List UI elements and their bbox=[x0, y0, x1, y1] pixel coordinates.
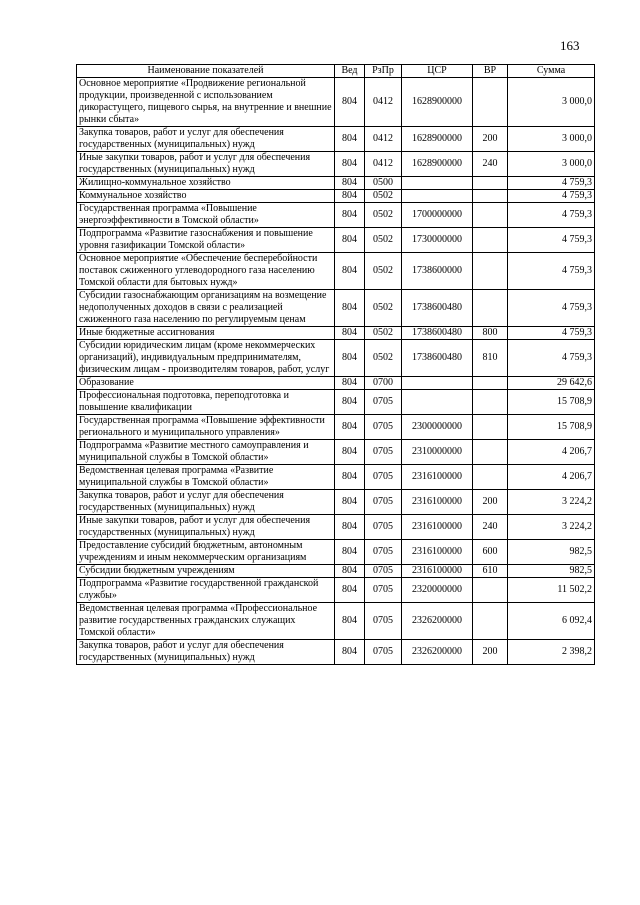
cell-rzpr: 0412 bbox=[365, 78, 402, 127]
cell-rzpr: 0502 bbox=[365, 228, 402, 253]
cell-name: Иные бюджетные ассигнования bbox=[77, 327, 335, 340]
table-row bbox=[77, 290, 595, 327]
cell-vr: 610 bbox=[473, 565, 508, 578]
table-row bbox=[77, 490, 595, 515]
cell-ved: 804 bbox=[335, 490, 365, 515]
cell-vr bbox=[473, 177, 508, 190]
header-csr: ЦСР bbox=[402, 65, 473, 78]
cell-rzpr: 0705 bbox=[365, 565, 402, 578]
cell-name: Подпрограмма «Развитие государственной гражданской службы» bbox=[77, 578, 335, 603]
cell-ved: 804 bbox=[335, 127, 365, 152]
cell-csr: 1738600000 bbox=[402, 253, 473, 290]
table-row bbox=[77, 340, 595, 377]
cell-name: Ведомственная целевая программа «Профессиональное развитие государственных гражданских служащих Томской области» bbox=[77, 603, 335, 640]
cell-vr bbox=[473, 228, 508, 253]
cell-ved: 804 bbox=[335, 415, 365, 440]
cell-ved: 804 bbox=[335, 377, 365, 390]
cell-ved: 804 bbox=[335, 540, 365, 565]
table-row bbox=[77, 377, 595, 390]
cell-name: Подпрограмма «Развитие газоснабжения и повышение уровня газификации Томской области» bbox=[77, 228, 335, 253]
cell-ved: 804 bbox=[335, 228, 365, 253]
cell-rzpr: 0705 bbox=[365, 390, 402, 415]
cell-rzpr: 0502 bbox=[365, 340, 402, 377]
cell-csr bbox=[402, 377, 473, 390]
cell-rzpr: 0705 bbox=[365, 465, 402, 490]
table-row bbox=[77, 253, 595, 290]
cell-rzpr: 0502 bbox=[365, 203, 402, 228]
cell-vr bbox=[473, 465, 508, 490]
cell-ved: 804 bbox=[335, 190, 365, 203]
table-row bbox=[77, 390, 595, 415]
cell-csr: 1730000000 bbox=[402, 228, 473, 253]
table-row bbox=[77, 540, 595, 565]
table-row bbox=[77, 203, 595, 228]
cell-vr bbox=[473, 203, 508, 228]
cell-vr bbox=[473, 440, 508, 465]
table-row bbox=[77, 127, 595, 152]
cell-csr: 2326200000 bbox=[402, 603, 473, 640]
cell-name: Иные закупки товаров, работ и услуг для обеспечения государственных (муниципальных) нужд bbox=[77, 515, 335, 540]
table-row bbox=[77, 190, 595, 203]
cell-ved: 804 bbox=[335, 340, 365, 377]
table-row bbox=[77, 515, 595, 540]
cell-rzpr: 0705 bbox=[365, 415, 402, 440]
cell-vr bbox=[473, 377, 508, 390]
cell-ved: 804 bbox=[335, 390, 365, 415]
cell-name: Государственная программа «Повышение энергоэффективности в Томской области» bbox=[77, 203, 335, 228]
cell-rzpr: 0502 bbox=[365, 190, 402, 203]
cell-rzpr: 0705 bbox=[365, 603, 402, 640]
cell-ved: 804 bbox=[335, 78, 365, 127]
table-row bbox=[77, 640, 595, 665]
cell-csr: 2316100000 bbox=[402, 490, 473, 515]
cell-name: Основное мероприятие «Обеспечение бесперебойности поставок сжиженного углеводородного газа населению Томской области для бытовых нужд» bbox=[77, 253, 335, 290]
cell-sum: 4 206,7 bbox=[508, 440, 595, 465]
header-ved: Вед bbox=[335, 65, 365, 78]
cell-rzpr: 0412 bbox=[365, 152, 402, 177]
cell-rzpr: 0412 bbox=[365, 127, 402, 152]
cell-csr: 1738600480 bbox=[402, 327, 473, 340]
cell-rzpr: 0705 bbox=[365, 640, 402, 665]
table-row bbox=[77, 578, 595, 603]
cell-name: Субсидии газоснабжающим организациям на возмещение недополученных доходов в связи с реализацией сжиженного газа населению по регулируемым ценам bbox=[77, 290, 335, 327]
cell-vr bbox=[473, 190, 508, 203]
cell-name: Иные закупки товаров, работ и услуг для обеспечения государственных (муниципальных) нужд bbox=[77, 152, 335, 177]
cell-sum: 15 708,9 bbox=[508, 415, 595, 440]
cell-rzpr: 0705 bbox=[365, 578, 402, 603]
cell-vr: 800 bbox=[473, 327, 508, 340]
cell-name: Субсидии бюджетным учреждениям bbox=[77, 565, 335, 578]
table-row bbox=[77, 152, 595, 177]
cell-sum: 3 000,0 bbox=[508, 127, 595, 152]
table-row bbox=[77, 565, 595, 578]
budget-table bbox=[76, 64, 595, 665]
cell-name: Профессиональная подготовка, переподготовка и повышение квалификации bbox=[77, 390, 335, 415]
cell-name: Предоставление субсидий бюджетным, автономным учреждениям и иным некоммерческим организациям bbox=[77, 540, 335, 565]
table-header-row bbox=[77, 65, 595, 78]
cell-ved: 804 bbox=[335, 465, 365, 490]
cell-vr bbox=[473, 603, 508, 640]
cell-csr: 2316100000 bbox=[402, 565, 473, 578]
cell-vr: 200 bbox=[473, 640, 508, 665]
cell-ved: 804 bbox=[335, 640, 365, 665]
table-row bbox=[77, 327, 595, 340]
cell-vr bbox=[473, 390, 508, 415]
table-row bbox=[77, 465, 595, 490]
header-vr: ВР bbox=[473, 65, 508, 78]
table-row bbox=[77, 440, 595, 465]
cell-ved: 804 bbox=[335, 177, 365, 190]
cell-csr: 1700000000 bbox=[402, 203, 473, 228]
cell-csr: 1738600480 bbox=[402, 340, 473, 377]
cell-vr: 240 bbox=[473, 515, 508, 540]
cell-name: Образование bbox=[77, 377, 335, 390]
cell-ved: 804 bbox=[335, 565, 365, 578]
cell-sum: 4 759,3 bbox=[508, 290, 595, 327]
cell-rzpr: 0705 bbox=[365, 440, 402, 465]
cell-sum: 4 759,3 bbox=[508, 203, 595, 228]
cell-name: Закупка товаров, работ и услуг для обеспечения государственных (муниципальных) нужд bbox=[77, 127, 335, 152]
cell-vr: 600 bbox=[473, 540, 508, 565]
cell-sum: 4 759,3 bbox=[508, 327, 595, 340]
cell-vr bbox=[473, 415, 508, 440]
cell-sum: 29 642,6 bbox=[508, 377, 595, 390]
cell-sum: 982,5 bbox=[508, 565, 595, 578]
cell-sum: 3 000,0 bbox=[508, 152, 595, 177]
cell-csr bbox=[402, 177, 473, 190]
cell-rzpr: 0705 bbox=[365, 540, 402, 565]
header-name: Наименование показателей bbox=[77, 65, 335, 78]
cell-rzpr: 0705 bbox=[365, 515, 402, 540]
cell-rzpr: 0700 bbox=[365, 377, 402, 390]
cell-sum: 2 398,2 bbox=[508, 640, 595, 665]
cell-csr: 2316100000 bbox=[402, 515, 473, 540]
cell-csr: 2300000000 bbox=[402, 415, 473, 440]
cell-sum: 982,5 bbox=[508, 540, 595, 565]
header-sum: Сумма bbox=[508, 65, 595, 78]
cell-sum: 3 224,2 bbox=[508, 490, 595, 515]
cell-csr: 1628900000 bbox=[402, 127, 473, 152]
cell-sum: 4 759,3 bbox=[508, 190, 595, 203]
table-row bbox=[77, 177, 595, 190]
cell-sum: 4 759,3 bbox=[508, 253, 595, 290]
cell-sum: 3 000,0 bbox=[508, 78, 595, 127]
cell-csr: 1628900000 bbox=[402, 152, 473, 177]
cell-csr: 2310000000 bbox=[402, 440, 473, 465]
cell-ved: 804 bbox=[335, 290, 365, 327]
cell-ved: 804 bbox=[335, 327, 365, 340]
cell-vr: 200 bbox=[473, 490, 508, 515]
cell-ved: 804 bbox=[335, 603, 365, 640]
cell-ved: 804 bbox=[335, 515, 365, 540]
page-number: 163 bbox=[560, 38, 580, 53]
cell-name: Ведомственная целевая программа «Развитие муниципальной службы в Томской области» bbox=[77, 465, 335, 490]
cell-vr: 200 bbox=[473, 127, 508, 152]
cell-csr: 2326200000 bbox=[402, 640, 473, 665]
cell-name: Закупка товаров, работ и услуг для обеспечения государственных (муниципальных) нужд bbox=[77, 490, 335, 515]
cell-rzpr: 0705 bbox=[365, 490, 402, 515]
cell-rzpr: 0500 bbox=[365, 177, 402, 190]
cell-ved: 804 bbox=[335, 152, 365, 177]
table-row bbox=[77, 78, 595, 127]
cell-vr bbox=[473, 253, 508, 290]
cell-csr: 1738600480 bbox=[402, 290, 473, 327]
cell-vr: 810 bbox=[473, 340, 508, 377]
cell-ved: 804 bbox=[335, 253, 365, 290]
cell-ved: 804 bbox=[335, 440, 365, 465]
cell-vr bbox=[473, 578, 508, 603]
cell-rzpr: 0502 bbox=[365, 253, 402, 290]
cell-name: Жилищно-коммунальное хозяйство bbox=[77, 177, 335, 190]
cell-vr bbox=[473, 290, 508, 327]
cell-csr bbox=[402, 190, 473, 203]
cell-name: Коммунальное хозяйство bbox=[77, 190, 335, 203]
cell-name: Субсидии юридическим лицам (кроме некоммерческих организаций), индивидуальным предпринимателям, физическим лицам - производителям товаров, работ, услуг bbox=[77, 340, 335, 377]
cell-ved: 804 bbox=[335, 203, 365, 228]
cell-sum: 6 092,4 bbox=[508, 603, 595, 640]
cell-csr: 2316100000 bbox=[402, 540, 473, 565]
cell-vr bbox=[473, 78, 508, 127]
cell-csr: 2316100000 bbox=[402, 465, 473, 490]
cell-csr bbox=[402, 390, 473, 415]
table-row bbox=[77, 228, 595, 253]
cell-sum: 4 759,3 bbox=[508, 177, 595, 190]
cell-rzpr: 0502 bbox=[365, 290, 402, 327]
cell-sum: 3 224,2 bbox=[508, 515, 595, 540]
cell-rzpr: 0502 bbox=[365, 327, 402, 340]
table-row bbox=[77, 415, 595, 440]
cell-sum: 15 708,9 bbox=[508, 390, 595, 415]
cell-sum: 11 502,2 bbox=[508, 578, 595, 603]
cell-ved: 804 bbox=[335, 578, 365, 603]
table-body bbox=[77, 78, 595, 665]
cell-name: Государственная программа «Повышение эффективности регионального и муниципального управления» bbox=[77, 415, 335, 440]
cell-csr: 2320000000 bbox=[402, 578, 473, 603]
table-row bbox=[77, 603, 595, 640]
cell-sum: 4 759,3 bbox=[508, 228, 595, 253]
cell-name: Подпрограмма «Развитие местного самоуправления и муниципальной службы в Томской области» bbox=[77, 440, 335, 465]
cell-name: Закупка товаров, работ и услуг для обеспечения государственных (муниципальных) нужд bbox=[77, 640, 335, 665]
cell-name: Основное мероприятие «Продвижение региональной продукции, произведенной с использованием дикорастущего, пищевого сырья, на внутренние и внешние рынки сбыта» bbox=[77, 78, 335, 127]
cell-sum: 4 759,3 bbox=[508, 340, 595, 377]
cell-sum: 4 206,7 bbox=[508, 465, 595, 490]
cell-csr: 1628900000 bbox=[402, 78, 473, 127]
header-rzpr: РзПр bbox=[365, 65, 402, 78]
cell-vr: 240 bbox=[473, 152, 508, 177]
